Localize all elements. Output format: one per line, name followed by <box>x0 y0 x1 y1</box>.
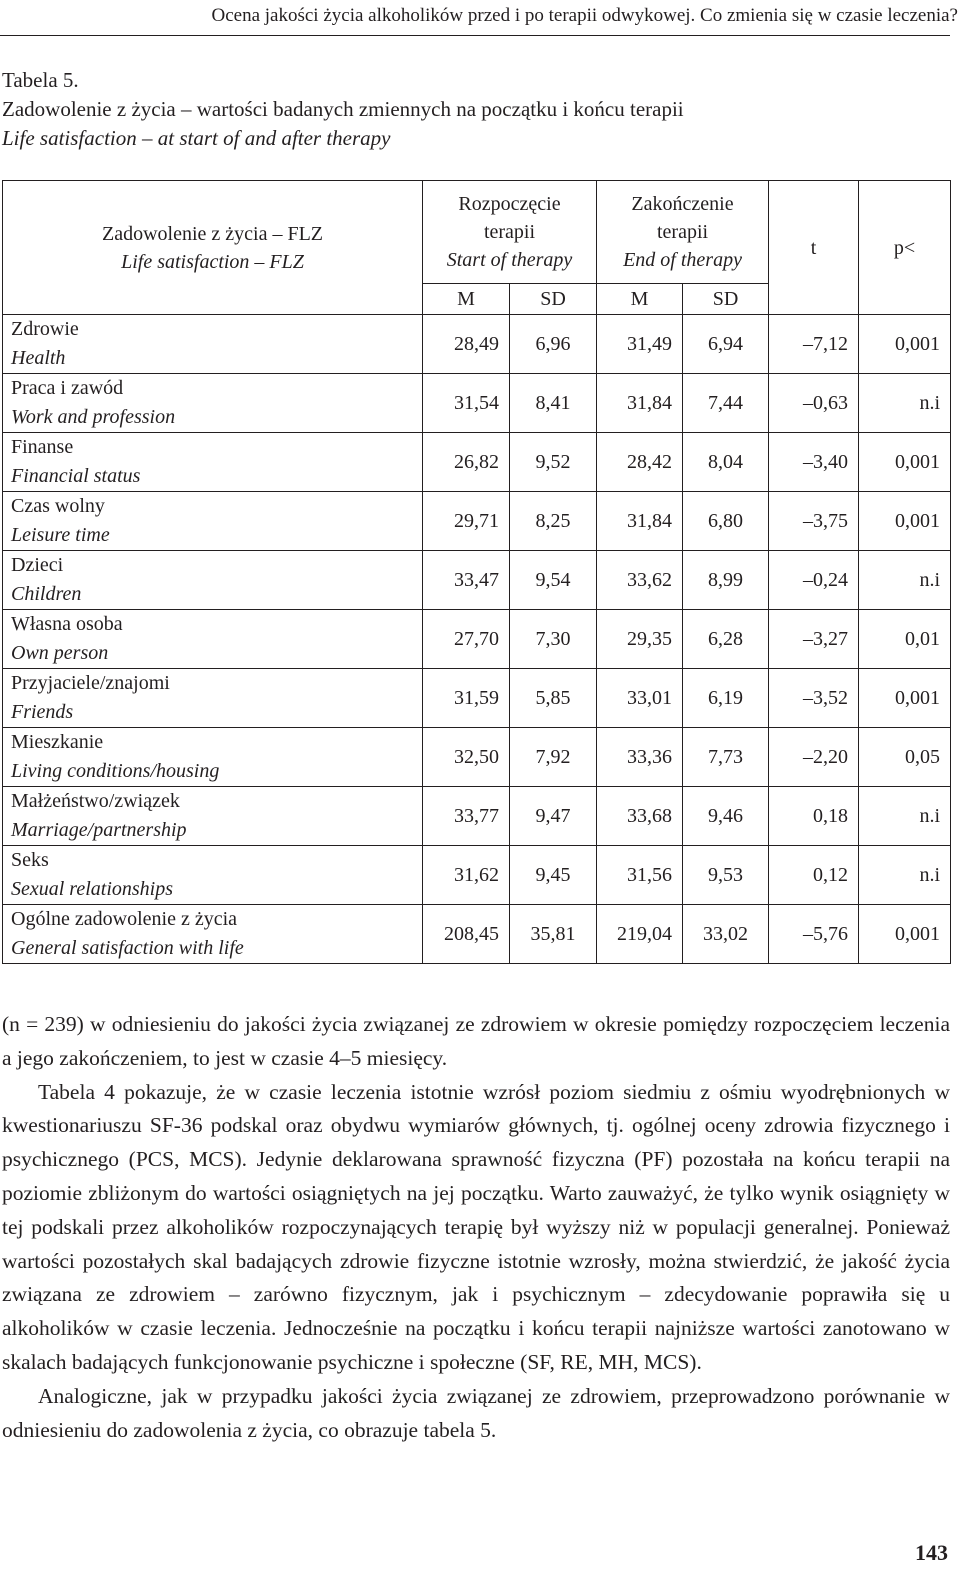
row-label-pl: Finanse <box>11 436 74 458</box>
row-label-pl: Praca i zawód <box>11 377 124 399</box>
end-sd-cell: 8,04 <box>683 433 769 492</box>
subheader-start-sd: SD <box>510 284 597 315</box>
start-sd-cell: 9,54 <box>510 551 597 610</box>
start-header-pl2: terapii <box>483 221 536 243</box>
end-sd-cell: 9,53 <box>683 846 769 905</box>
start-mean-cell: 31,62 <box>423 846 510 905</box>
row-label-en: General satisfaction with life <box>11 937 244 959</box>
row-label-en: Friends <box>11 701 74 723</box>
row-label-en: Sexual relationships <box>11 878 174 900</box>
subheader-start-m: M <box>423 284 510 315</box>
row-label-cell <box>3 728 423 787</box>
column-header-flz-pl: Zadowolenie z życia – FLZ <box>101 222 324 245</box>
table-row <box>3 610 951 669</box>
end-sd-cell: 9,46 <box>683 787 769 846</box>
row-label-cell <box>3 787 423 846</box>
start-sd-cell: 6,96 <box>510 315 597 374</box>
row-label-en: Own person <box>11 642 109 664</box>
p-value-cell: 0,05 <box>859 728 951 787</box>
running-head: Ocena jakości życia alkoholików przed i po terapii odwykowej. Co zmienia się w czasie leczenia? <box>211 5 958 26</box>
end-header-pl1: Zakończenie <box>631 193 734 215</box>
t-value-cell: –7,12 <box>769 315 859 374</box>
end-sd-cell: 6,94 <box>683 315 769 374</box>
page-number: 143 <box>915 1540 948 1565</box>
p-value-cell: n.i <box>859 787 951 846</box>
row-label-pl: Własna osoba <box>11 613 123 635</box>
start-mean-cell: 29,71 <box>423 492 510 551</box>
life-satisfaction-table <box>2 180 951 964</box>
start-header-en: Start of therapy <box>446 249 573 271</box>
row-label-cell <box>3 846 423 905</box>
p-value-cell: 0,001 <box>859 905 951 964</box>
start-sd-cell: 9,52 <box>510 433 597 492</box>
subheader-end-m: M <box>597 284 683 315</box>
row-label-cell <box>3 315 423 374</box>
end-sd-cell: 7,73 <box>683 728 769 787</box>
start-mean-cell: 27,70 <box>423 610 510 669</box>
row-label-cell <box>3 551 423 610</box>
table-title-pl: Zadowolenie z życia – wartości badanych zmiennych na początku i końcu terapii <box>2 97 684 121</box>
end-sd-cell: 7,44 <box>683 374 769 433</box>
start-mean-cell: 32,50 <box>423 728 510 787</box>
t-value-cell: –3,52 <box>769 669 859 728</box>
body-text <box>2 1008 950 1447</box>
row-label-cell <box>3 905 423 964</box>
table-label: Tabela 5. <box>2 68 79 92</box>
row-label-pl: Zdrowie <box>11 318 79 340</box>
end-sd-cell: 6,80 <box>683 492 769 551</box>
table-title-en: Life satisfaction – at start of and after therapy <box>2 126 391 150</box>
row-label-en: Living conditions/housing <box>11 760 220 782</box>
column-header-flz-en: Life satisfaction – FLZ <box>121 250 304 273</box>
t-value-cell: –5,76 <box>769 905 859 964</box>
end-sd-cell: 6,28 <box>683 610 769 669</box>
table-row <box>3 728 951 787</box>
t-value-cell: –0,63 <box>769 374 859 433</box>
start-mean-cell: 31,54 <box>423 374 510 433</box>
row-label-pl: Mieszkanie <box>11 731 104 753</box>
column-header-start <box>423 181 597 284</box>
row-label-pl: Ogólne zadowolenie z życia <box>11 908 238 930</box>
paragraph: Analogiczne, jak w przypadku jakości życia związanej ze zdrowiem, przeprowadzono porównanie w odniesieniu do zadowolenia z życia, co obrazuje tabela 5. <box>2 1383 950 1442</box>
table-row <box>3 315 951 374</box>
t-value-cell: –3,27 <box>769 610 859 669</box>
row-label-cell <box>3 669 423 728</box>
start-header-pl1: Rozpoczęcie <box>458 193 561 215</box>
column-header-flz <box>3 181 423 315</box>
end-mean-cell: 31,56 <box>597 846 683 905</box>
table-row <box>3 551 951 610</box>
start-sd-cell: 5,85 <box>510 669 597 728</box>
p-value-cell: n.i <box>859 551 951 610</box>
column-header-end <box>597 181 769 284</box>
end-mean-cell: 33,36 <box>597 728 683 787</box>
row-label-pl: Czas wolny <box>11 495 105 517</box>
p-value-cell: 0,001 <box>859 492 951 551</box>
row-label-en: Health <box>11 347 66 369</box>
paragraph: Tabela 4 pokazuje, że w czasie leczenia istotnie wzrósł poziom siedmiu z ośmiu wyodrębnionych w kwestionariuszu SF-36 podskal oraz obydwu wymiarów głównych, tj. ogólnej oceny zdrowia fizycznego i psychicznego (PCS, MCS). Jedynie deklarowana sprawność fizyczna (PF) pozostała na końcu terapii na poziomie zbliżonym do wartości osiągniętych na jej początku. Warto zauważyć, że tylko wynik osiągnięty w tej podskali przez alkoholików rozpoczynających terapię był wyższy niż w populacji generalnej. Ponieważ wartości pozostałych skal badających zdrowie fizyczne istotnie wzrosły, można stwierdzić, że jakość życia związana ze zdrowiem – zarówno fizycznym, jak i psychicznym – zdecydowanie poprawiła się u alkoholików w czasie leczenia. Jednocześnie na początku i końcu terapii najniższe wartości zanotowano w skalach badających funkcjonowanie psychiczne i społeczne (SF, RE, MH, MCS). <box>2 1079 950 1374</box>
p-value-cell: 0,001 <box>859 433 951 492</box>
table-row <box>3 374 951 433</box>
end-mean-cell: 33,01 <box>597 669 683 728</box>
t-value-cell: –3,40 <box>769 433 859 492</box>
row-label-en: Marriage/partnership <box>11 819 187 841</box>
end-mean-cell: 33,68 <box>597 787 683 846</box>
row-label-en: Leisure time <box>11 524 110 546</box>
table-row <box>3 905 951 964</box>
p-value-cell: n.i <box>859 374 951 433</box>
start-mean-cell: 33,77 <box>423 787 510 846</box>
t-value-cell: 0,18 <box>769 787 859 846</box>
table-caption <box>2 66 684 153</box>
t-value-cell: –3,75 <box>769 492 859 551</box>
row-label-cell <box>3 492 423 551</box>
row-label-en: Work and profession <box>11 406 176 428</box>
subheader-end-sd: SD <box>683 284 769 315</box>
end-mean-cell: 31,84 <box>597 374 683 433</box>
end-mean-cell: 33,62 <box>597 551 683 610</box>
start-mean-cell: 26,82 <box>423 433 510 492</box>
table-row <box>3 433 951 492</box>
p-value-cell: n.i <box>859 846 951 905</box>
end-sd-cell: 6,19 <box>683 669 769 728</box>
row-label-pl: Seks <box>11 849 49 871</box>
start-sd-cell: 35,81 <box>510 905 597 964</box>
end-sd-cell: 33,02 <box>683 905 769 964</box>
row-label-en: Financial status <box>11 465 141 487</box>
row-label-en: Children <box>11 583 82 605</box>
start-mean-cell: 31,59 <box>423 669 510 728</box>
end-mean-cell: 29,35 <box>597 610 683 669</box>
start-sd-cell: 7,30 <box>510 610 597 669</box>
header-rule <box>0 35 950 36</box>
t-value-cell: 0,12 <box>769 846 859 905</box>
end-mean-cell: 31,49 <box>597 315 683 374</box>
table-row <box>3 669 951 728</box>
column-header-t: t <box>769 181 859 315</box>
start-mean-cell: 28,49 <box>423 315 510 374</box>
column-header-p: p< <box>859 181 951 315</box>
p-value-cell: 0,001 <box>859 669 951 728</box>
row-label-cell <box>3 610 423 669</box>
end-mean-cell: 28,42 <box>597 433 683 492</box>
row-label-cell <box>3 374 423 433</box>
start-sd-cell: 7,92 <box>510 728 597 787</box>
row-label-cell <box>3 433 423 492</box>
start-sd-cell: 9,45 <box>510 846 597 905</box>
p-value-cell: 0,01 <box>859 610 951 669</box>
end-sd-cell: 8,99 <box>683 551 769 610</box>
table-row <box>3 492 951 551</box>
start-sd-cell: 9,47 <box>510 787 597 846</box>
end-mean-cell: 219,04 <box>597 905 683 964</box>
paragraph: (n = 239) w odniesieniu do jakości życia związanej ze zdrowiem w okresie pomiędzy rozpoczęciem leczenia a jego zakończeniem, to jest w czasie 4–5 miesięcy. <box>2 1012 950 1070</box>
start-sd-cell: 8,41 <box>510 374 597 433</box>
table-row <box>3 846 951 905</box>
p-value-cell: 0,001 <box>859 315 951 374</box>
end-header-pl2: terapii <box>656 221 709 243</box>
row-label-pl: Małżeństwo/związek <box>11 790 180 812</box>
table-row <box>3 787 951 846</box>
t-value-cell: –2,20 <box>769 728 859 787</box>
start-mean-cell: 208,45 <box>423 905 510 964</box>
row-label-pl: Przyjaciele/znajomi <box>11 672 170 694</box>
t-value-cell: –0,24 <box>769 551 859 610</box>
end-header-en: End of therapy <box>623 249 742 271</box>
start-sd-cell: 8,25 <box>510 492 597 551</box>
row-label-pl: Dzieci <box>11 554 64 576</box>
start-mean-cell: 33,47 <box>423 551 510 610</box>
end-mean-cell: 31,84 <box>597 492 683 551</box>
